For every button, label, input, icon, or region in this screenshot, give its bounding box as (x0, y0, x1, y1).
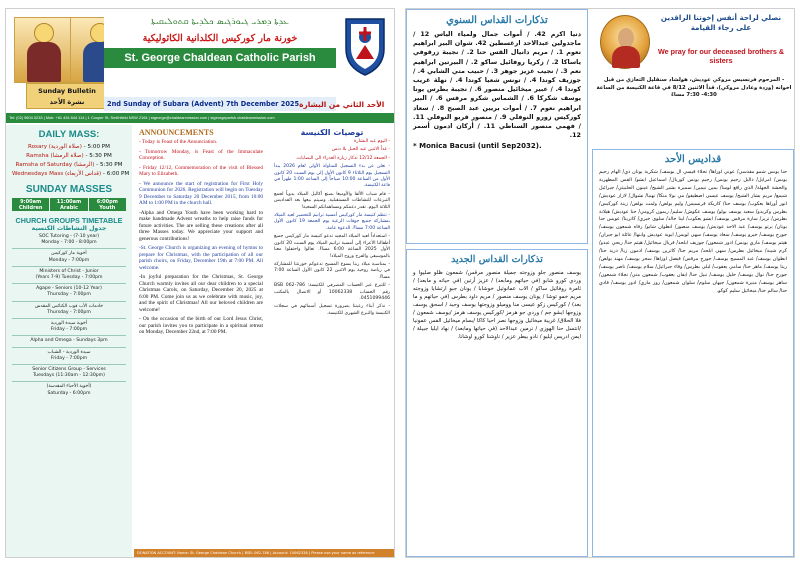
daily-mass-row: Ramsha (صلاة الرمشا) - 5:30 PM (26, 153, 112, 159)
mass-times-column (6, 125, 132, 558)
bulletin-back-page (405, 8, 795, 558)
announcements-column (134, 125, 268, 558)
bulletin-front-page (5, 8, 395, 558)
sunday-masses-grid (12, 198, 126, 211)
group-item: SOC Tutoring - (7-10 year) Monday - 7:00 - 8:00pm (38, 234, 100, 246)
announcement-item: -St. George Church is organizing an evening of hymns to prepare for Christmas, with the participation of all our parish choirs, on Friday, December 19th at 7:00 PM. All welcome. (139, 245, 263, 271)
announcement-arabic-item: - غداً الاثنين عيد الحبل بلا دنس (331, 147, 390, 153)
sunday-date-ar: الأحد الثاني من البشارة (299, 99, 385, 109)
new-mass-memorials-text: يوسف منصور جلو وزوجته جميلة منصور مرقس/ شمعون ظلو صليوا و وردي كورو شابو (في حياتهم ومابعد) / عزيز أرتين (في حياته و مابعد) / ثامرة روفائيل ساكو / الاب عمانوئيل خوشابا / يونان جبو ارتشايا وزوجته مريم خمو توشا / يونان يوسف منصور / مريم داود بطرس (في حياتهم و ما بعد) / كوركيس زكو عيسى منا ووميلو وزوجتها يوسف وحيد / اسحق يوسف وزوجها ايشو جم / وردي جو هرمز /كوركيس يوسف هرمز /يوسف شمعون /فلا الحلاق/ غريبة ميخائيل وزوجها نصر احيا كاكا /بسام ميخائيل الفس عمونيا /انتسل حنا الهوزي / نرمين عبدالاحد (في حياتها ومابعد) / نهاد ايليا جبيلة / ايمن ادريس ايليو / نادو بيطر عزير / ناوشنا كورو اوشانا. (413, 270, 581, 340)
sunday-date-line (104, 97, 385, 111)
annual-mass-memorials-text: دنيا اكرم 42. / أموات جمال ولمياء الياس 12 / ماجدولين عبدالاحد ارغسطين 42. شوان البير ابراهيم نعوم 1. / مريم دانيال القس حنا 2. / نجيبة زرقوفي ياساكا 2. / زكريا روفائيل ساكو 2. / البيرتين ابراهيم نعم 3. / نجيب عزيز جوهر 3. / حبيب متي الشابي 4. / جوزيف كوندا 4. / تونس شعيا كوندا 4. / نهلة غريب كوندا 4. / عبير ميخائيل منصور 6. / نجيبة بطرس يونا يوسف شكركا 6. / الشماس شكرو مرقس 6. / البير ابراهيم نعوم 7. / أموات بريين عبد الصبح 8. / سعاد كوركيس زورو النوفلي 9. / منصور قربو النوفلي 11. / فهمي منصور السناطي 11. / أركان ادمون أسمر 12. (413, 30, 581, 140)
church-groups-list (12, 234, 126, 397)
sunday-masses-intentions-text: حنا يونس شمو مقدسي/ عوني اوراها/ تحلاء فيسي ال يوسف/ شكرية يونان دي/ الهام رحيم يونس/ امرايل/ داليل رحيم يونس/ رحيم يونس كوريال/ اسماعيل ايشو/ القس المطهرية والحشة الجهلة/ الذي رافع لوسا/ يمين تيمين/ سميرة بشير الشيخ/ عينون الحلبيثي/ جبرائيل شيمع/ مريم بشار الشيخ/ يوسف عيسى اصطيفو/ مي بولا منكا/ نهنيا/ نشوال/ لازار عوديش/ انور أوراها يعكوب/ يوسف حنا/ كاريكة فرنسيس/ وليم بولص/ ولمت بولص/ زينة كوركيس/ بطرس وكريدو/ سعيد يوسف بولو/ يوسف عكوش/ سليم/ ريمون كرومي/ حنا عوديش/ هيلانة بطرس/ تريز/ سارة مرقس يوسف/ ايشو يعكوب/ لينا خالد/ سلوى خيري/ كاترينا/ عويس حنا يونان/ برتو يوسف/ عبد الاحد عوديش/ يوسف منصور/ انطوان شابو/ رفاه شمعون يوسف/ جورج يوسف/ خيرو يوسف/ سعاد يوسف/ سهى لويس/ ايوبة عوديش وابنها/ عائلة ابو جبران/ هيثم يوسف/ ماري يونس/ ادور شمعون/ جوزيف ابلحد/ فريال ميخائيل/ هيثم حنا/ ربحي عبدو/ كرم شيبة/ ميخائيل بطرس/ سهى ابلحد/ مريم حنا/ كاثرين يوسف/ ادمون زيا/ دريد حنا/ انطوان يوسف/ عبد المسيح يوسف/ جورج مرقس/ فيصل اوراها/ سحر يوسف/ مهند بولص/ ريتا يوسف/ ماهر حنا/ سامي يعقوب/ ليلى بطرس/ وفاء جبرائيل/ سلام يوسف/ ناصر يوسف/ جورج حنا/ نوال يوسف/ خليل يوسف/ نبيل حنا/ ايفان يعقوب/ شمعون متي/ نجلاء شمعون/ ساهر يوسف/ منيرة شمعون/ جيهان سلوم/ سلوان شمعون/ روز ماري/ ادور يوسف/ فادي حنا/ سالم حنا/ ميخائيل سليم كوكو. (599, 169, 787, 294)
announcement-item: - We announce the start of registration for First Holy Communion for 2026. Registration will begin on Tuesday 9 December to Saturday 20 December 2015, from 10:00 AM to 1:00 PM in the church hall. (139, 180, 263, 206)
announcement-item: - Today is Feast of the Annunciation. (139, 139, 218, 145)
sunday-mass-slot: 6:00pm Youth (89, 198, 126, 211)
parish-title-block (104, 11, 336, 99)
bulletin-tag-en: Sunday Bulletin (38, 87, 96, 95)
annual-mass-memorials-note: * Monica Bacusi (until Sep2032). (413, 142, 542, 151)
sunday-masses-intentions-box (592, 149, 794, 557)
announcement-arabic-item: - نعلن عن بدء التسجيل للمناولة الأولى لعام 2026 يبدأ التسجيل يوم الثلاثاء 9 كانون الأول إلى يوم السبت 20 كانون الأول من الساعة 10:00 صباحاً إلى الساعة 1:00 ظهراً في قاعة الكنيسة. (274, 164, 391, 189)
parish-crest-icon (342, 15, 388, 77)
annual-mass-memorials-box (406, 9, 588, 244)
daily-mass-row: Rosary (صلاة الوردية) - 5:00 PM (28, 144, 110, 150)
announcement-item: -In joyful preparation for the Christmas, St. George Church warmly invites all our dear children to a special Christmas Carols, on Saturday, December 20, 2025 at 6:00 PM. Come join us as we celebrate with music, joy, and the spirit of Christmas! All our beloved children are welcome! (139, 274, 263, 313)
announcement-arabic-item: - بمناسبة ميلاد ربنا يسوع المسيح تدعوكم خورنتنا للمشاركة في رياضة روحية يوم الاثنين 22 كانون الأول الساعة 7:00 مساءً. (274, 261, 390, 280)
group-item: أخوية سيدة الوردية Friday - 7:00pm (12, 318, 126, 333)
sunday-date-en: 2nd Sunday of Subara (Advent) 7th December 2025 (107, 100, 300, 108)
announcement-arabic-item: - استعداداً لعيد الميلاد المجيد تدعو كنيسة مار كوركيس جميع أطفالنا الأعزاء إلى أمسية ترانيم الميلاد يوم السبت 20 كانون الأول 2025 الساعة 6:00 مساءً. تعالوا واحتفلوا معنا بالموسيقى والفرح وروح الميلاد! (274, 234, 390, 259)
announcement-item: -Alpha and Omega Youth have been working hard to make handmade Advent wreaths to help raise funds for future activities. The are selling these creations after all three Masses today. We appreciate your support and generous contributions! (139, 209, 263, 242)
announcement-item: - Friday 12/12, Commemoration of the visit of Blessed Mary to Elizabeth. (139, 164, 263, 177)
announcements-arabic-column (270, 125, 394, 558)
announcement-arabic-item: - قام شباب الألفا والأوميغا بصنع أكاليل الميلاد يدوياً لجمع التبرعات للنشاطات المستقبلية. وسيتم بيعها بعد القداديس الثلاثة اليوم. نقدر دعمكم ومساهماتكم السخية! (274, 191, 390, 210)
sunday-masses-heading: SUNDAY MASSES (25, 184, 113, 195)
announcement-arabic-item: - نذكر أبناء رعيتنا بضرورة تسجيل أسمائهم في سجلات الكنيسة والتبرع الشهري للكنيسة. (274, 304, 390, 316)
announcement-arabic-item: - تنظم كنيسة مار كوركيس أمسية ترانيم للتحضير لعيد الميلاد بمشاركة جميع جوقات الرعية يوم الجمعة 19 كانون الأول الساعة 7:00 مساءً. الدعوة عامة. (274, 213, 390, 231)
saint-icon-image (14, 17, 72, 83)
group-item: Ministers of Christ - Junior (Years 7-9) Tuesday - 7:00pm (12, 266, 126, 281)
announcement-item: - On the occasion of the birth of our Lord Jesus Christ, our parish invites you to participate in a spiritual retreat on Monday, December 22nd, at 7:00 PM. (139, 316, 263, 335)
parish-title-syriac: ܥܕܬܐ ܕܡܪܝ ܓܝܘܪܓܝܣ ܟܠܕܝܬܐ ܩܬܘܠܝܩܝܬܐ (151, 17, 289, 27)
announcements-heading: ANNOUNCEMENTS (139, 128, 214, 137)
group-item: Alpha and Omega - Sundays 3pm (12, 335, 126, 344)
group-item: (أخوية الأحباء المقدسة) Saturday - 6:00pm (12, 381, 126, 396)
bulletin-tag-ar: نشرة الأحد (49, 98, 85, 106)
sunday-mass-slot: 9:00am Children (12, 198, 49, 211)
prayer-heading-ar: نصلي لراحة أنفس إخوتنا الراقدين على رجاء القيامة (660, 13, 782, 32)
daily-mass-list (12, 143, 130, 179)
sunday-mass-slot: 11:00am Arabic (50, 198, 87, 211)
contact-info-bar: Tel: (02) 9604 0233 | Mob: +61 434 844 114 | 1 Cooper St, Smithfield NSW 2164 | stgeorge@chaldeanmission.com | stgeorgeparish.chaldeanmission.com (6, 113, 394, 123)
group-item: Agape - Seniors (10-12 Year) Thursday - 7:00pm (12, 283, 126, 298)
parish-title-arabic: خورنة مار كوركيس الكلدانية الكاثوليكية (142, 33, 298, 44)
announcement-arabic-item: - الجمعة 12/12 تذكار زيارة العذراء الى اليصابات. (295, 155, 390, 161)
group-item: خادمات الأب قوب الكنائس المقدس Thursday - 7:00pm (12, 301, 126, 316)
sunday-masses-intentions-heading: قداديس الأحد (664, 154, 722, 165)
announcement-item: - Tomorrow Monday, is Feast of the Immaculate Conception. (139, 148, 263, 161)
daily-mass-heading: DAILY MASS: (38, 129, 100, 140)
donation-footer-bar: DONATION ACCOUNT: Name: St. George Chaldean Church | BSB: 062-786 | Account: 10062338 | Please use your name as reference (134, 549, 394, 558)
announcement-arabic-item: - للتبرع عبر الحساب المصرفي للكنيسة: BSB 062-786 رقم الحساب 10062338 أو الاتصال بالمكتب 0451099446. (274, 283, 391, 301)
church-groups-heading: CHURCH GROUPS TIMETABLE (15, 216, 123, 225)
group-item: أخوية مار كوركيس Monday - 7:00pm (12, 248, 126, 263)
announcements-arabic-heading: توصيات الكنيسة (300, 128, 364, 137)
parish-title-english: St. George Chaldean Catholic Parish (104, 48, 336, 68)
prayer-heading-en: We pray for our deceased brothers & sisters (657, 47, 785, 65)
deceased-notice: - المرحوم فرنسيس مروكي عوديش، هولشاد سنقليل التعازي من قبل اخوانه (وردة وعادل مروكي)، قداً الاثنين 8/12 في قاعة الكنيسة من الساعة 4:30- 7:30 مساءً (596, 77, 792, 99)
bulletin-header (6, 9, 394, 111)
church-groups-heading-ar: جدول النشاطات الكنسية (31, 225, 107, 232)
announcement-arabic-item: - اليوم عيد البشارة (353, 139, 390, 144)
annual-mass-memorials-heading: تذكارات القداس السنوي (446, 15, 548, 26)
daily-mass-row: Ramsha of Saturday (الرمشا) - 5:30 PM (15, 162, 123, 168)
jesus-icon-image (600, 15, 650, 69)
new-mass-memorials-heading: تذكارات القداس الجديد (451, 254, 543, 265)
group-item: Senior Citizens Group - Services Tuesdays (11:30am - 12:30pm) (12, 364, 126, 379)
daily-mass-row: Wednesdays Mass (قداس الأربعاء) - 6:00 PM (12, 171, 130, 177)
new-mass-memorials-box (406, 249, 588, 557)
bulletin-tag (26, 83, 108, 109)
group-item: سيدة الوردية - الشباب Friday - 7:00pm (12, 347, 126, 362)
